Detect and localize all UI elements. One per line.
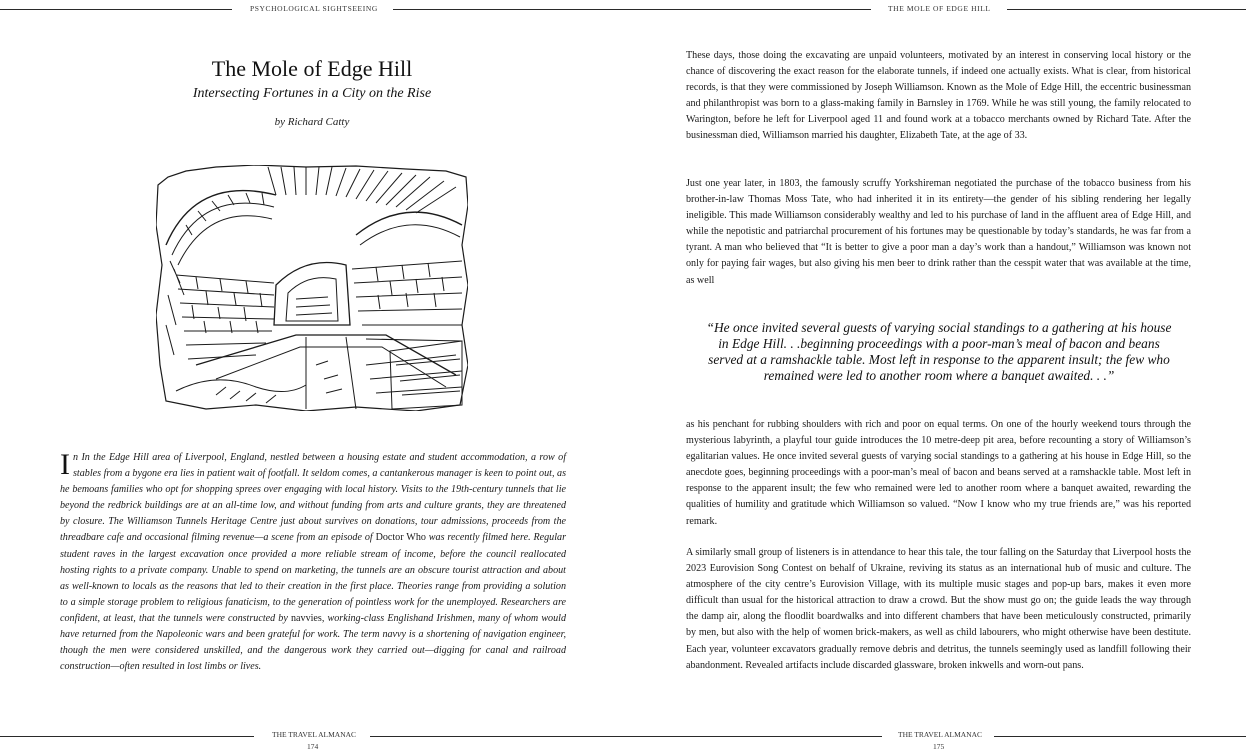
right-page-number: 175 xyxy=(933,742,945,751)
drop-cap: I xyxy=(60,448,70,481)
left-running-head: PSYCHOLOGICAL SIGHTSEEING xyxy=(250,4,378,13)
intro-paragraph xyxy=(60,450,566,675)
header-rule-left-1 xyxy=(0,9,232,10)
footer-rule-left-2 xyxy=(370,736,882,737)
left-page-number: 174 xyxy=(307,742,319,751)
footer-rule-right xyxy=(994,736,1246,737)
article-subtitle: Intersecting Fortunes in a City on the Rise xyxy=(192,86,432,101)
pull-quote: “He once invited several guests of varying social standings to a gathering at his house in Edge Hill. . .beginning proceedings with a poor-man’s meal of bacon and beans served at a ramshackle table. Most left in response to the apparent insult; the few who remained were led to another room where a banquet awaited. . .” xyxy=(706,320,1172,383)
header-rule-right xyxy=(1007,9,1246,10)
body-paragraph-2: Just one year later, in 1803, the famously scruffy Yorkshireman negotiated the purchase of the tobacco business from his brother-in-law Thomas Moss Tate, who had inherited it in its entirety—the gender of his sibling rendering her legally ineligible. This made Williamson considerably wealthy and led to his purchase of land in the affluent area of Edge Hill, and while the nepotistic and patriarchal procurement of his fortunes may be questionable by today’s standards, he was far from a tyrant. A man who believed that “It is better to give a poor man a day’s work than a handout,” Williamson was known not only for paying fair wages, but also giving his men beer to drink rather than the cesspit water that was available at the time, as well xyxy=(686,178,1191,286)
left-footer-publication: THE TRAVEL ALMANAC xyxy=(272,730,357,739)
body-paragraph-3: as his penchant for rubbing shoulders with rich and poor on equal terms. On one of the hourly weekend tours through the mysterious labyrinth, a playful tour guide introduces the 10 metre-deep pit area, before recounting a story of Williamson’s egalitarian values. He once invited several guests of varying social standings to a gathering at his house in Edge Hill, so the anecdote goes, beginning proceedings with a poor-man’s meal of bacon and beans served at a ramshackle table. Most left in response to the apparent insult; the few who remained were led to another room where a banquet awaited, rewarding the qualities of humility and gratitude which Williamson so valued. “Now I know who my true friends are,” was his reported remark. xyxy=(686,419,1191,527)
article-byline: by Richard Catty xyxy=(274,116,350,128)
article-title: The Mole of Edge Hill xyxy=(211,56,413,81)
body-paragraph-1: These days, those doing the excavating are unpaid volunteers, motivated by an interest in conserving local history or the chance of discovering the exact reason for the elaborate tunnels, if indeed one actually exists. What is clear, from historical records, is that they were commissioned by Joseph Williamson. Known as the Mole of Edge Hill, the eccentric businessman and philanthropist was born to a glass-making family in Barnsley in 1769. While he was still young, the family relocated to Warington, before he left for Liverpool aged 11 and found work at a tobacco merchants owned by Richard Tate. After the businessman died, Williamson married his daughter, Elizabeth Tate, at the age of 33. xyxy=(686,50,1191,142)
right-running-head: THE MOLE OF EDGE HILL xyxy=(888,4,991,13)
footer-rule-left-1 xyxy=(0,736,254,737)
body-paragraph-4: A similarly small group of listeners is in attendance to hear this tale, the tour falling on the Saturday that Liverpool hosts the 2023 Eurovision Song Contest on behalf of Ukraine, reviving its status as an international hub of music and culture. The atmosphere of the city centre’s Eurovision Village, with its multiple music stages and pop-up bars, makes it even more difficult than usual for the historical attraction to draw a crowd. But the show must go on; the guide leads the way through the damp air, along the floodlit boardwalks and into different chambers that have been meticulously constructed, primarily by men, but also with the help of women brick-makers, as well as child labourers, who might otherwise have been destitute. Each year, volunteer excavators gradually remove debris and detritus, the tunnels seemingly used as landfill following their abandonment. Revealed artifacts include discarded glassware, broken inkwells and worn-out pans. xyxy=(686,547,1191,671)
intro-text-2: was recently filmed here. Regular student raves in the largest excavation once provided a more reliable stream of income, before the council reallocated hosting rights to a private company. Unable to spend on marketing, the tunnels are an obscure tourist attraction and about as well-known to locals as the reasons that led to their creation in the first place. Theories range from providing a solution to a simple storage problem to religious fanaticism, to the generation of pointless work for the unemployed. Researchers are confident, at least, that the tunnels were constructed by xyxy=(60,532,566,624)
show-title: Doctor Who xyxy=(375,532,426,544)
tunnel-illustration xyxy=(156,165,468,411)
header-rule-left-2 xyxy=(393,9,871,10)
intro-text-1: n In the Edge Hill area of Liverpool, England, nestled between a housing estate and student accommodation, a row of stables from a bygone era lies in patient wait of footfall. It seldom comes, a cantankerous manager is keen to point out, as he bemoans families who opt for shopping sprees over engaging with local history. Visits to the 19th-century tunnels that lie beyond the redbrick buildings are at an all-time low, and without funding from arts and culture grants, they are threatened by closure. The Williamson Tunnels Heritage Centre just about survives on donations, tour admissions, proceeds from the threadbare cafe and occasional filming revenue—a scene from an episode of xyxy=(60,452,566,544)
term-navvies: navvies xyxy=(291,612,322,624)
intro-text-3: , working-class Englishand Irishmen, many of whom would have returned from the Napoleonic wars and been grateful for work. The term navvy is a shortening of navigation engineer, though the men were considered unskilled, and the dangerous work they carried out—digging for canal and railroad construction—often resulted in lost limbs or lives. xyxy=(60,612,566,673)
right-footer-publication: THE TRAVEL ALMANAC xyxy=(898,730,983,739)
